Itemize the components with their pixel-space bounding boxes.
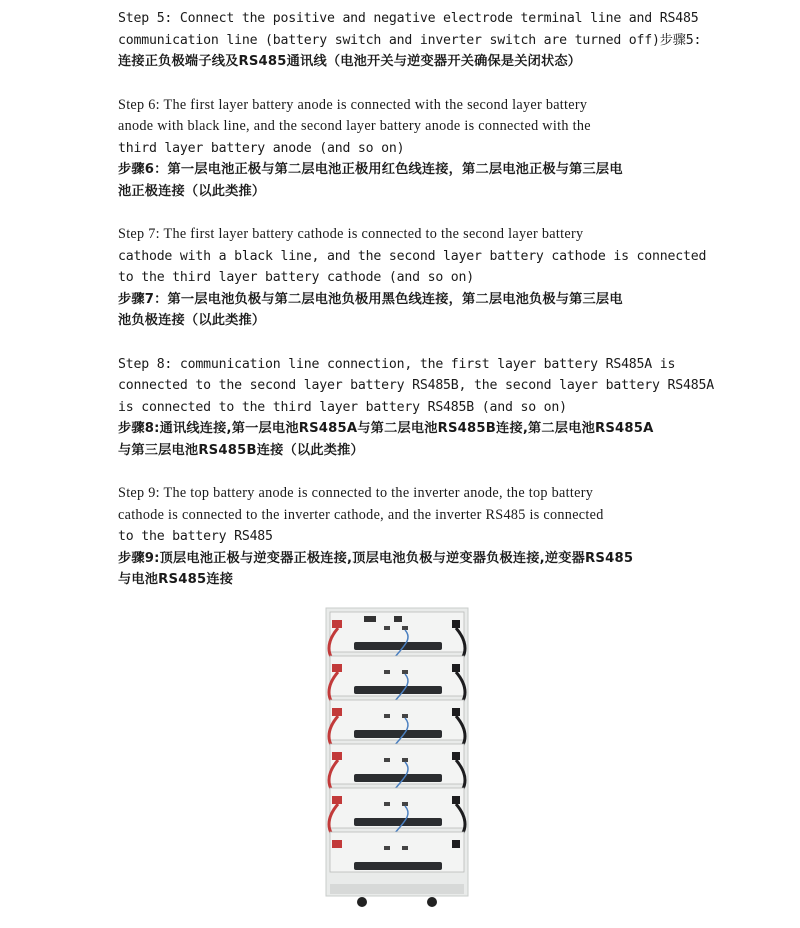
step-7 — [118, 224, 707, 332]
step-9-line-4: 步骤9:顶层电池正极与逆变器正极连接,顶层电池负极与逆变器负极连接,逆变器RS485 — [118, 550, 634, 566]
battery-rack-figure — [324, 606, 470, 910]
step-7-line-5: 池负极连接（以此类推） — [118, 313, 266, 328]
negative-terminal — [452, 708, 460, 716]
document-body — [118, 8, 714, 591]
rs485-port — [402, 626, 408, 630]
step-9-line-3: to the battery RS485 — [118, 529, 273, 544]
wheel — [427, 897, 437, 907]
rs485-port — [384, 758, 390, 762]
step-9-line-1: Step 9: The top battery anode is connected to the inverter anode, the top battery — [118, 485, 594, 501]
positive-terminal — [332, 708, 342, 716]
step-7-line-2: cathode with a black line, and the second layer battery cathode is connected — [118, 248, 707, 264]
negative-terminal — [452, 752, 460, 760]
battery-rack-illustration — [324, 606, 470, 910]
step-6-line-4: 步骤6：第一层电池正极与第二层电池正极用红色线连接，第二层电池正极与第三层电 — [118, 162, 623, 177]
step-9 — [118, 483, 693, 591]
step-6 — [118, 95, 693, 203]
rs485-port — [402, 802, 408, 806]
rs485-port — [384, 846, 390, 850]
step-8-line-5: 与第三层电池RS485B连接（以此类推） — [118, 442, 364, 458]
module-shelf — [354, 862, 442, 870]
step-8-line-2: connected to the second layer battery RS485B, the second layer battery RS485A — [118, 378, 714, 393]
module-shelf — [354, 818, 442, 826]
negative-terminal — [452, 664, 460, 672]
control-port — [394, 616, 402, 622]
negative-terminal — [452, 796, 460, 804]
step-8-line-4: 步骤8:通讯线连接,第一层电池RS485A与第二层电池RS485B连接,第二层电池RS485A — [118, 421, 654, 436]
step-6-line-2: anode with black line, and the second layer battery anode is connected with the — [118, 118, 591, 134]
module-shelf — [354, 730, 442, 738]
rs485-port — [402, 670, 408, 674]
step-9-line-2: cathode is connected to the inverter cathode, and the inverter RS485 is connected — [118, 506, 604, 523]
step-6-line-5: 池正极连接（以此类推） — [118, 183, 266, 199]
wheel — [357, 897, 367, 907]
positive-terminal — [332, 796, 342, 804]
step-8-line-1: Step 8: communication line connection, the first layer battery RS485A is — [118, 356, 676, 372]
rs485-port — [402, 846, 408, 850]
negative-terminal — [452, 840, 460, 848]
module-shelf — [354, 774, 442, 782]
negative-terminal — [452, 620, 460, 628]
control-switch — [364, 616, 376, 622]
positive-terminal — [332, 620, 342, 628]
step-7-line-4: 步骤7：第一层电池负极与第二层电池负极用黑色线连接，第二层电池负极与第三层电 — [118, 291, 623, 307]
step-6-line-3: third layer battery anode (and so on) — [118, 140, 405, 156]
step-8-line-3: is connected to the third layer battery RS485B (and so on) — [118, 399, 567, 415]
step-9-line-5: 与电池RS485连接 — [118, 572, 234, 587]
step-7-line-3: to the third layer battery cathode (and so on) — [118, 270, 475, 285]
positive-terminal — [332, 664, 342, 672]
step-5 — [118, 8, 702, 73]
step-6-line-1: Step 6: The first layer battery anode is connected with the second layer battery — [118, 96, 588, 113]
rs485-port — [384, 714, 390, 718]
rs485-port — [402, 714, 408, 718]
step-5-line-3: 连接正负极端子线及RS485通讯线（电池开关与逆变器开关确保是关闭状态） — [118, 54, 582, 69]
module-shelf — [354, 642, 442, 650]
rs485-port — [402, 758, 408, 762]
rs485-port — [384, 802, 390, 806]
rs485-port — [384, 670, 390, 674]
step-5-line-1: Step 5: Connect the positive and negative electrode terminal line and RS485 — [118, 11, 699, 26]
positive-terminal — [332, 752, 342, 760]
rs485-port — [384, 626, 390, 630]
positive-terminal — [332, 840, 342, 848]
rack-base — [330, 884, 464, 894]
step-5-line-2: communication line (battery switch and inverter switch are turned off)步骤5: — [118, 32, 702, 48]
module-shelf — [354, 686, 442, 694]
step-8 — [118, 354, 714, 462]
step-7-line-1: Step 7: The first layer battery cathode is connected to the second layer battery — [118, 226, 584, 242]
